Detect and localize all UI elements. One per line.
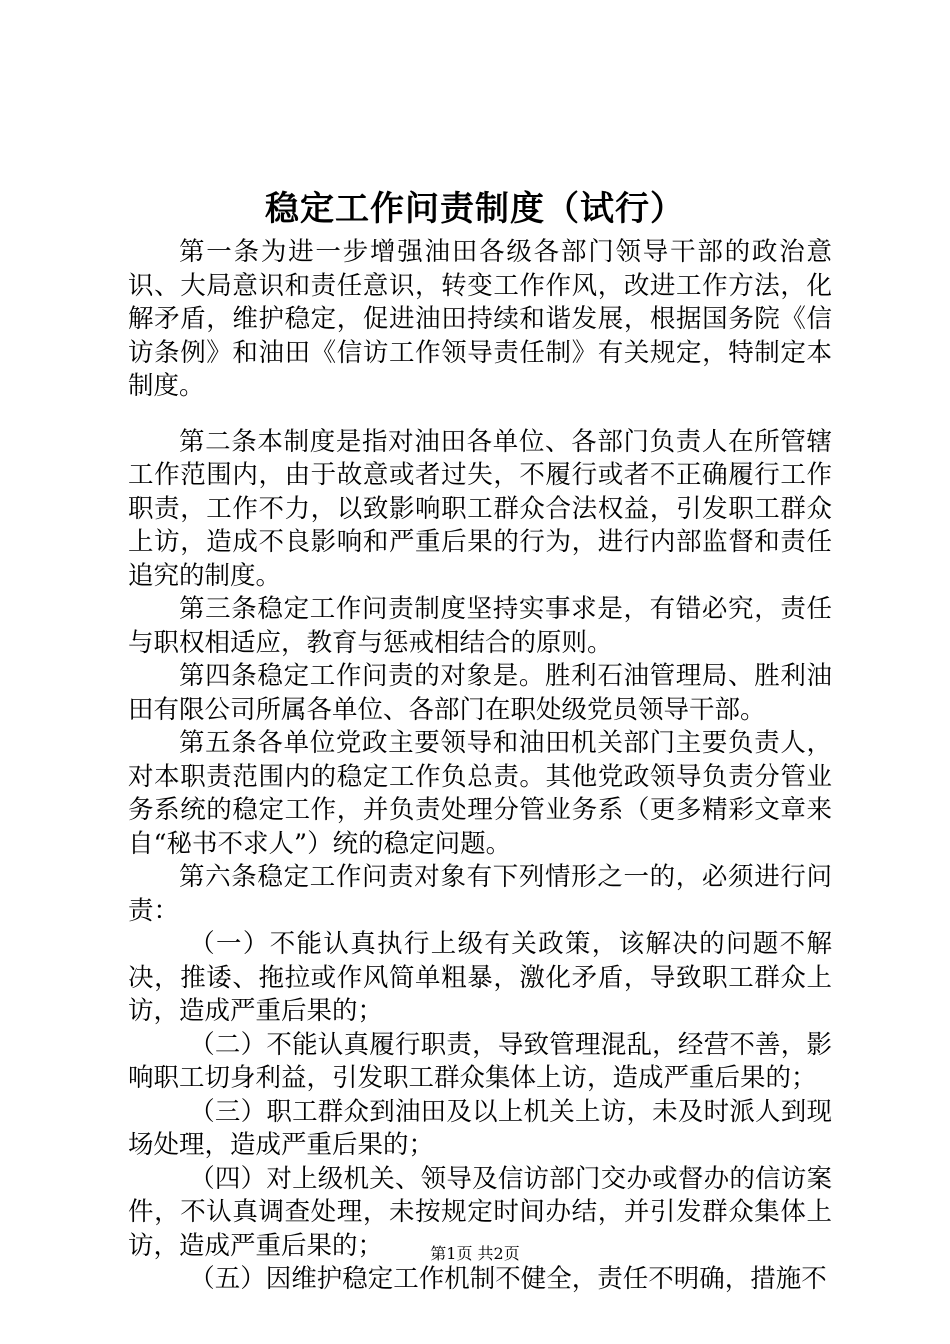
item-1-paragraph: （一）不能认真执行上级有关政策，该解决的问题不解决，推诿、拖拉或作风简单粗暴，激化矛盾，导致职工群众上访，造成严重后果的； <box>128 929 832 1026</box>
item-4-paragraph: （四）对上级机关、领导及信访部门交办或督办的信访案件，不认真调查处理，未按规定时间办结，并引发群众集体上访，造成严重后果的； <box>128 1163 832 1261</box>
document-title: 稳定工作问责制度（试行） <box>265 189 685 229</box>
document-body <box>128 236 832 1297</box>
article-4-paragraph: 第四条稳定工作问责的对象是。胜利石油管理局、胜利油田有限公司所属各单位、各部门在职处级党员领导干部。 <box>128 661 832 725</box>
article-5-paragraph: 第五条各单位党政主要领导和油田机关部门主要负责人，对本职责范围内的稳定工作负总责。其他党政领导负责分管业务系统的稳定工作，并负责处理分管业务系（更多精彩文章来自“秘书不求人”）统的稳定问题。 <box>128 728 832 859</box>
item-2-paragraph: （二）不能认真履行职责，导致管理混乱，经营不善，影响职工切身利益，引发职工群众集体上访，造成严重后果的； <box>128 1029 832 1093</box>
article-1-paragraph: 第一条为进一步增强油田各级各部门领导干部的政治意识、大局意识和责任意识，转变工作作风，改进工作方法，化解矛盾，维护稳定，促进油田持续和谐发展，根据国务院《信访条例》和油田《信访工作领导责任制》有关规定，特制定本制度。 <box>128 237 832 401</box>
page-number-footer: 第1页 共2页 <box>430 1244 520 1263</box>
item-5-paragraph: （五）因维护稳定工作机制不健全，责任不明确，措施不 <box>189 1264 827 1294</box>
article-3-paragraph: 第三条稳定工作问责制度坚持实事求是，有错必究，责任与职权相适应，教育与惩戒相结合的原则。 <box>128 594 832 658</box>
item-3-paragraph: （三）职工群众到油田及以上机关上访，未及时派人到现场处理，造成严重后果的； <box>128 1096 832 1160</box>
article-6-paragraph: 第六条稳定工作问责对象有下列情形之一的，必须进行问责： <box>128 862 832 926</box>
article-2-paragraph: 第二条本制度是指对油田各单位、各部门负责人在所管辖工作范围内，由于故意或者过失，不履行或者不正确履行工作职责，工作不力，以致影响职工群众合法权益，引发职工群众上访，造成不良影响和严重后果的行为，进行内部监督和责任追究的制度。 <box>128 426 832 591</box>
